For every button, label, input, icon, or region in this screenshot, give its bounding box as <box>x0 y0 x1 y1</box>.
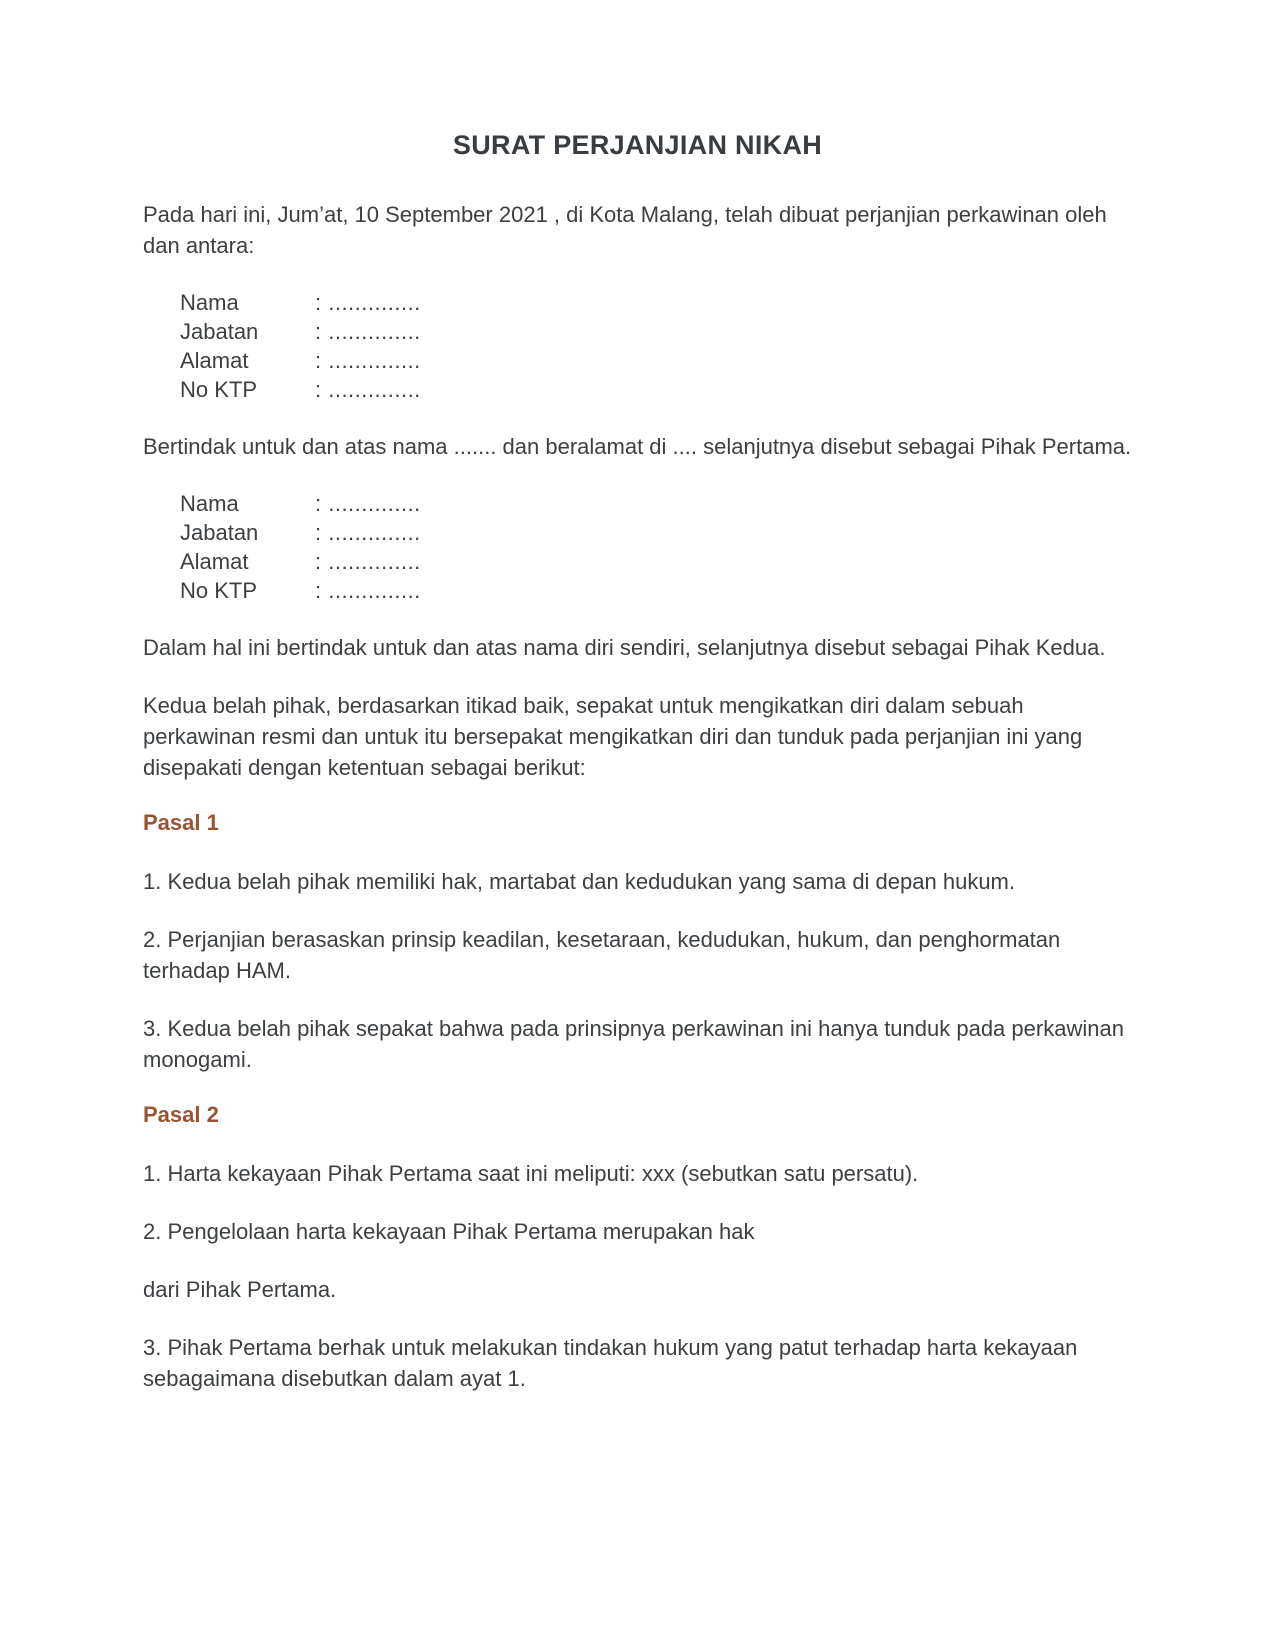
section-paragraph: 2. Perjanjian berasaskan prinsip keadilan, kesetaraan, kedudukan, hukum, dan penghormatan terhadap HAM. <box>143 927 1061 983</box>
field-row <box>180 576 1132 605</box>
field-row <box>180 547 1132 576</box>
field-value: : .............. <box>315 319 421 344</box>
field-row <box>180 346 1132 375</box>
field-value: : .............. <box>315 290 421 315</box>
party-second-fields <box>143 489 1132 605</box>
field-label: Nama <box>180 491 239 516</box>
field-label: Nama <box>180 290 239 315</box>
section-paragraph: 3. Pihak Pertama berhak untuk melakukan tindakan hukum yang patut terhadap harta kekayaan sebagaimana disebutkan dalam ayat 1. <box>143 1335 1078 1391</box>
field-label: Alamat <box>180 348 249 373</box>
field-value: : .............. <box>315 549 421 574</box>
party-second-note: Dalam hal ini bertindak untuk dan atas nama diri sendiri, selanjutnya disebut sebagai Pihak Kedua. <box>143 635 1106 660</box>
field-value: : .............. <box>315 520 421 545</box>
field-value: : .............. <box>315 491 421 516</box>
preamble-paragraph: Kedua belah pihak, berdasarkan itikad baik, sepakat untuk mengikatkan diri dalam sebuah perkawinan resmi dan untuk itu bersepakat mengikatkan diri dan tunduk pada perjanjian ini yang disepakati dengan ketentuan sebagai berikut: <box>143 693 1083 780</box>
section-paragraph: dari Pihak Pertama. <box>143 1277 337 1302</box>
field-label: Alamat <box>180 549 249 574</box>
field-label: No KTP <box>180 578 258 603</box>
field-row <box>180 375 1132 404</box>
party-first-fields <box>143 288 1132 404</box>
section-heading-pasal-2: Pasal 2 <box>143 1102 219 1127</box>
field-row <box>180 518 1132 547</box>
field-value: : .............. <box>315 377 421 402</box>
field-row <box>180 317 1132 346</box>
section-paragraph: 1. Kedua belah pihak memiliki hak, martabat dan kedudukan yang sama di depan hukum. <box>143 869 1015 894</box>
page-title: SURAT PERJANJIAN NIKAH <box>452 130 823 160</box>
field-label: Jabatan <box>180 520 259 545</box>
field-value: : .............. <box>315 578 421 603</box>
field-value: : .............. <box>315 348 421 373</box>
intro-paragraph: Pada hari ini, Jum’at, 10 September 2021 , di Kota Malang, telah dibuat perjanjian perkawinan oleh dan antara: <box>143 202 1107 258</box>
section-paragraph: 3. Kedua belah pihak sepakat bahwa pada prinsipnya perkawinan ini hanya tunduk pada perkawinan monogami. <box>143 1016 1124 1072</box>
section-heading-pasal-1: Pasal 1 <box>143 810 219 835</box>
section-paragraph: 2. Pengelolaan harta kekayaan Pihak Pertama merupakan hak <box>143 1219 755 1244</box>
field-label: No KTP <box>180 377 258 402</box>
field-label: Jabatan <box>180 319 259 344</box>
field-row <box>180 489 1132 518</box>
field-row <box>180 288 1132 317</box>
section-paragraph: 1. Harta kekayaan Pihak Pertama saat ini meliputi: xxx (sebutkan satu persatu). <box>143 1161 919 1186</box>
party-first-note: Bertindak untuk dan atas nama ....... dan beralamat di .... selanjutnya disebut sebagai Pihak Pertama. <box>143 434 1132 459</box>
